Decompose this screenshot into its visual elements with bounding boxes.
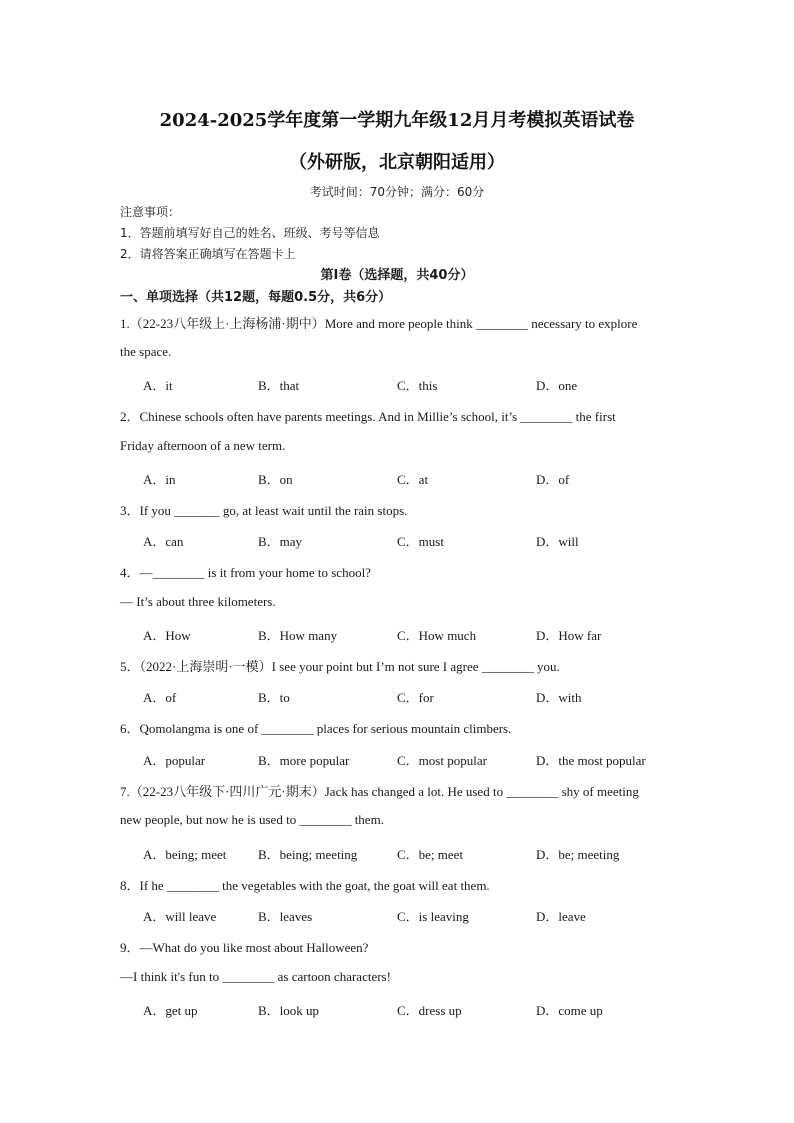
notes-heading: 注意事项： bbox=[120, 205, 181, 219]
question-text: the space. bbox=[120, 344, 172, 359]
option-d[interactable]: D．the most popular bbox=[536, 753, 646, 768]
options-row bbox=[0, 531, 794, 551]
question-text: 3．If you _______ go, at least wait until the rain stops. bbox=[120, 503, 408, 518]
options-row bbox=[0, 469, 794, 489]
option-b[interactable]: B．more popular bbox=[258, 753, 350, 768]
options-row bbox=[0, 687, 794, 707]
option-d[interactable]: D．one bbox=[536, 378, 578, 393]
option-c[interactable]: C．How much bbox=[397, 628, 477, 643]
options-row bbox=[0, 1000, 794, 1020]
question-text: 1.（22-23八年级上·上海杨浦·期中）More and more people think ________ necessary to explore bbox=[120, 316, 638, 331]
options-row bbox=[0, 625, 794, 645]
question-text: 7.（22-23八年级下·四川广元·期末）Jack has changed a lot. He used to ________ shy of meeting bbox=[120, 784, 639, 799]
question-text: new people, but now he is used to ________ them. bbox=[120, 812, 384, 827]
part-title: 第I卷（选择题，共40分） bbox=[320, 268, 474, 283]
question-text: 5．（2022·上海崇明·一模）I see your point but I’m not sure I agree ________ you. bbox=[120, 659, 560, 674]
option-d[interactable]: D．leave bbox=[536, 909, 586, 924]
section-heading: 一、单项选择（共12题，每题0.5分，共6分） bbox=[120, 290, 392, 305]
option-a[interactable]: A．How bbox=[143, 628, 191, 643]
option-d[interactable]: D．be; meeting bbox=[536, 847, 620, 862]
option-d[interactable]: D．come up bbox=[536, 1003, 603, 1018]
exam-subtitle: （外研版，北京朝阳适用） bbox=[289, 152, 505, 173]
question-text: 2．Chinese schools often have parents meetings. And in Millie’s school, it’s ________ the first bbox=[120, 409, 616, 424]
option-c[interactable]: C．is leaving bbox=[397, 909, 469, 924]
options-row bbox=[0, 375, 794, 395]
option-c[interactable]: C．must bbox=[397, 534, 444, 549]
option-c[interactable]: C．for bbox=[397, 690, 434, 705]
option-d[interactable]: D．will bbox=[536, 534, 579, 549]
option-d[interactable]: D．with bbox=[536, 690, 582, 705]
question-text: Friday afternoon of a new term. bbox=[120, 438, 286, 453]
note-item: 1．答题前填写好自己的姓名、班级、考号等信息 bbox=[120, 226, 380, 240]
option-a[interactable]: A．get up bbox=[143, 1003, 198, 1018]
exam-info: 考试时间：70分钟；满分：60分 bbox=[309, 185, 485, 199]
question-text: 9．—What do you like most about Halloween? bbox=[120, 940, 369, 955]
option-a[interactable]: A．will leave bbox=[143, 909, 217, 924]
option-b[interactable]: B．being; meeting bbox=[258, 847, 358, 862]
option-a[interactable]: A．can bbox=[143, 534, 184, 549]
options-row bbox=[0, 906, 794, 926]
option-b[interactable]: B．that bbox=[258, 378, 300, 393]
option-a[interactable]: A．popular bbox=[143, 753, 206, 768]
options-row bbox=[0, 750, 794, 770]
option-b[interactable]: B．How many bbox=[258, 628, 338, 643]
option-c[interactable]: C．most popular bbox=[397, 753, 487, 768]
options-row bbox=[0, 844, 794, 864]
option-a[interactable]: A．of bbox=[143, 690, 177, 705]
option-c[interactable]: C．at bbox=[397, 472, 429, 487]
exam-title: 2024-2025学年度第一学期九年级12月月考模拟英语试卷 bbox=[159, 110, 635, 131]
option-d[interactable]: D．How far bbox=[536, 628, 602, 643]
option-a[interactable]: A．it bbox=[143, 378, 173, 393]
option-c[interactable]: C．dress up bbox=[397, 1003, 462, 1018]
question-text: — It’s about three kilometers. bbox=[120, 594, 276, 609]
option-b[interactable]: B．may bbox=[258, 534, 303, 549]
question-text: —I think it's fun to ________ as cartoon characters! bbox=[120, 969, 391, 984]
option-d[interactable]: D．of bbox=[536, 472, 570, 487]
option-b[interactable]: B．on bbox=[258, 472, 293, 487]
question-text: 6．Qomolangma is one of ________ places for serious mountain climbers. bbox=[120, 721, 512, 736]
option-b[interactable]: B．to bbox=[258, 690, 290, 705]
question-text: 4．—________ is it from your home to school? bbox=[120, 565, 371, 580]
option-c[interactable]: C．be; meet bbox=[397, 847, 464, 862]
option-b[interactable]: B．look up bbox=[258, 1003, 320, 1018]
note-item: 2．请将答案正确填写在答题卡上 bbox=[120, 247, 296, 261]
option-a[interactable]: A．in bbox=[143, 472, 176, 487]
option-a[interactable]: A．being; meet bbox=[143, 847, 227, 862]
question-text: 8．If he ________ the vegetables with the goat, the goat will eat them. bbox=[120, 878, 490, 893]
option-c[interactable]: C．this bbox=[397, 378, 438, 393]
option-b[interactable]: B．leaves bbox=[258, 909, 313, 924]
